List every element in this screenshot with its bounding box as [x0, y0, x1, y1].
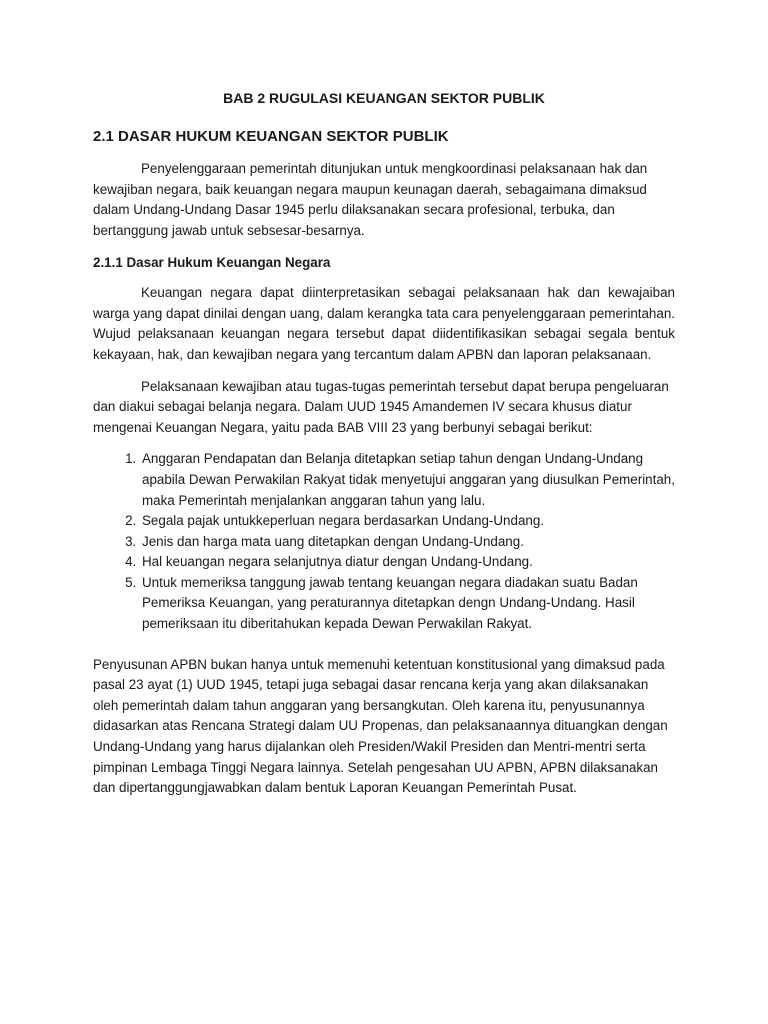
list-item: 1. Anggaran Pendapatan dan Belanja ditetapkan setiap tahun dengan Undang-Undang apabila Dewan Perwakilan Rakyat tidak menyetujui anggaran yang diusulkan Pemerintah, maka Pemerintah menjalankan anggaran tahun yang lalu. — [140, 449, 675, 511]
document-body — [93, 88, 675, 810]
list-item: 5. Untuk memeriksa tanggung jawab tentang keuangan negara diadakan suatu Badan Pemeriksa Keuangan, yang peraturannya ditetapkan dengn Undang-Undang. Hasil pemeriksaan itu diberitahukan kepada Dewan Perwakilan Rakyat. — [140, 573, 675, 635]
subsection-title: 2.1.1 Dasar Hukum Keuangan Negara — [93, 254, 331, 270]
list-item: 4. Hal keuangan negara selanjutnya diatur dengan Undang-Undang. — [140, 552, 675, 573]
chapter-title: BAB 2 RUGULASI KEUANGAN SEKTOR PUBLIK — [223, 90, 545, 106]
uud-article-list — [93, 449, 675, 634]
paragraph-keuangan-negara: Keuangan negara dapat diinterpretasikan sebagai pelaksanaan hak dan kewajaiban warga yang dapat dinilai dengan uang, dalam kerangka tata cara penyelenggaraan pemerintahan. Wujud pelaksanaan keuangan negara tersebut dapat diidentifikasikan sebagai segala bentuk kekayaan, hak, dan kewajiban negara yang tercantum dalam APBN dan laporan pelaksanaan. — [93, 285, 675, 362]
list-item: 2. Segala pajak untukkeperluan negara berdasarkan Undang-Undang. — [140, 511, 675, 532]
paragraph-apbn: Penyusunan APBN bukan hanya untuk memenuhi ketentuan konstitusional yang dimaksud pada pasal 23 ayat (1) UUD 1945, tetapi juga sebagai dasar rencana kerja yang akan dilaksanakan oleh pemerintah dalam tahun anggaran yang bersangkutan. Oleh karena itu, penyusunannya didasarkan atas Rencana Strategi dalam UU Propenas, dan pelaksanaannya dituangkan dengan Undang-Undang yang harus dijalankan oleh Presiden/Wakil Presiden dan Mentri-mentri serta pimpinan Lembaga Tinggi Negara lainnya. Setelah pengesahan UU APBN, APBN dilaksanakan dan dipertanggungjawabkan dalam bentuk Laporan Keuangan Pemerintah Pusat. — [93, 656, 668, 796]
paragraph-pelaksanaan: Pelaksanaan kewajiban atau tugas-tugas pemerintah tersebut dapat berupa pengeluaran dan diakui sebagai belanja negara. Dalam UUD 1945 Amandemen IV secara khusus diatur mengenai Keuangan Negara, yaitu pada BAB VIII 23 yang berbunyi sebagai berikut: — [93, 378, 669, 435]
paragraph-intro: Penyelenggaraan pemerintah ditunjukan untuk mengkoordinasi pelaksanaan hak dan kewajiban negara, baik keuangan negara maupun keunagan daerah, sebagaimana dimaksud dalam Undang-Undang Dasar 1945 perlu dilaksanakan secara profesional, terbuka, dan bertanggung jawab untuk sebsesar-besarnya. — [93, 161, 648, 238]
list-item: 3. Jenis dan harga mata uang ditetapkan dengan Undang-Undang. — [140, 532, 675, 553]
section-title: 2.1 DASAR HUKUM KEUANGAN SEKTOR PUBLIK — [93, 127, 449, 145]
